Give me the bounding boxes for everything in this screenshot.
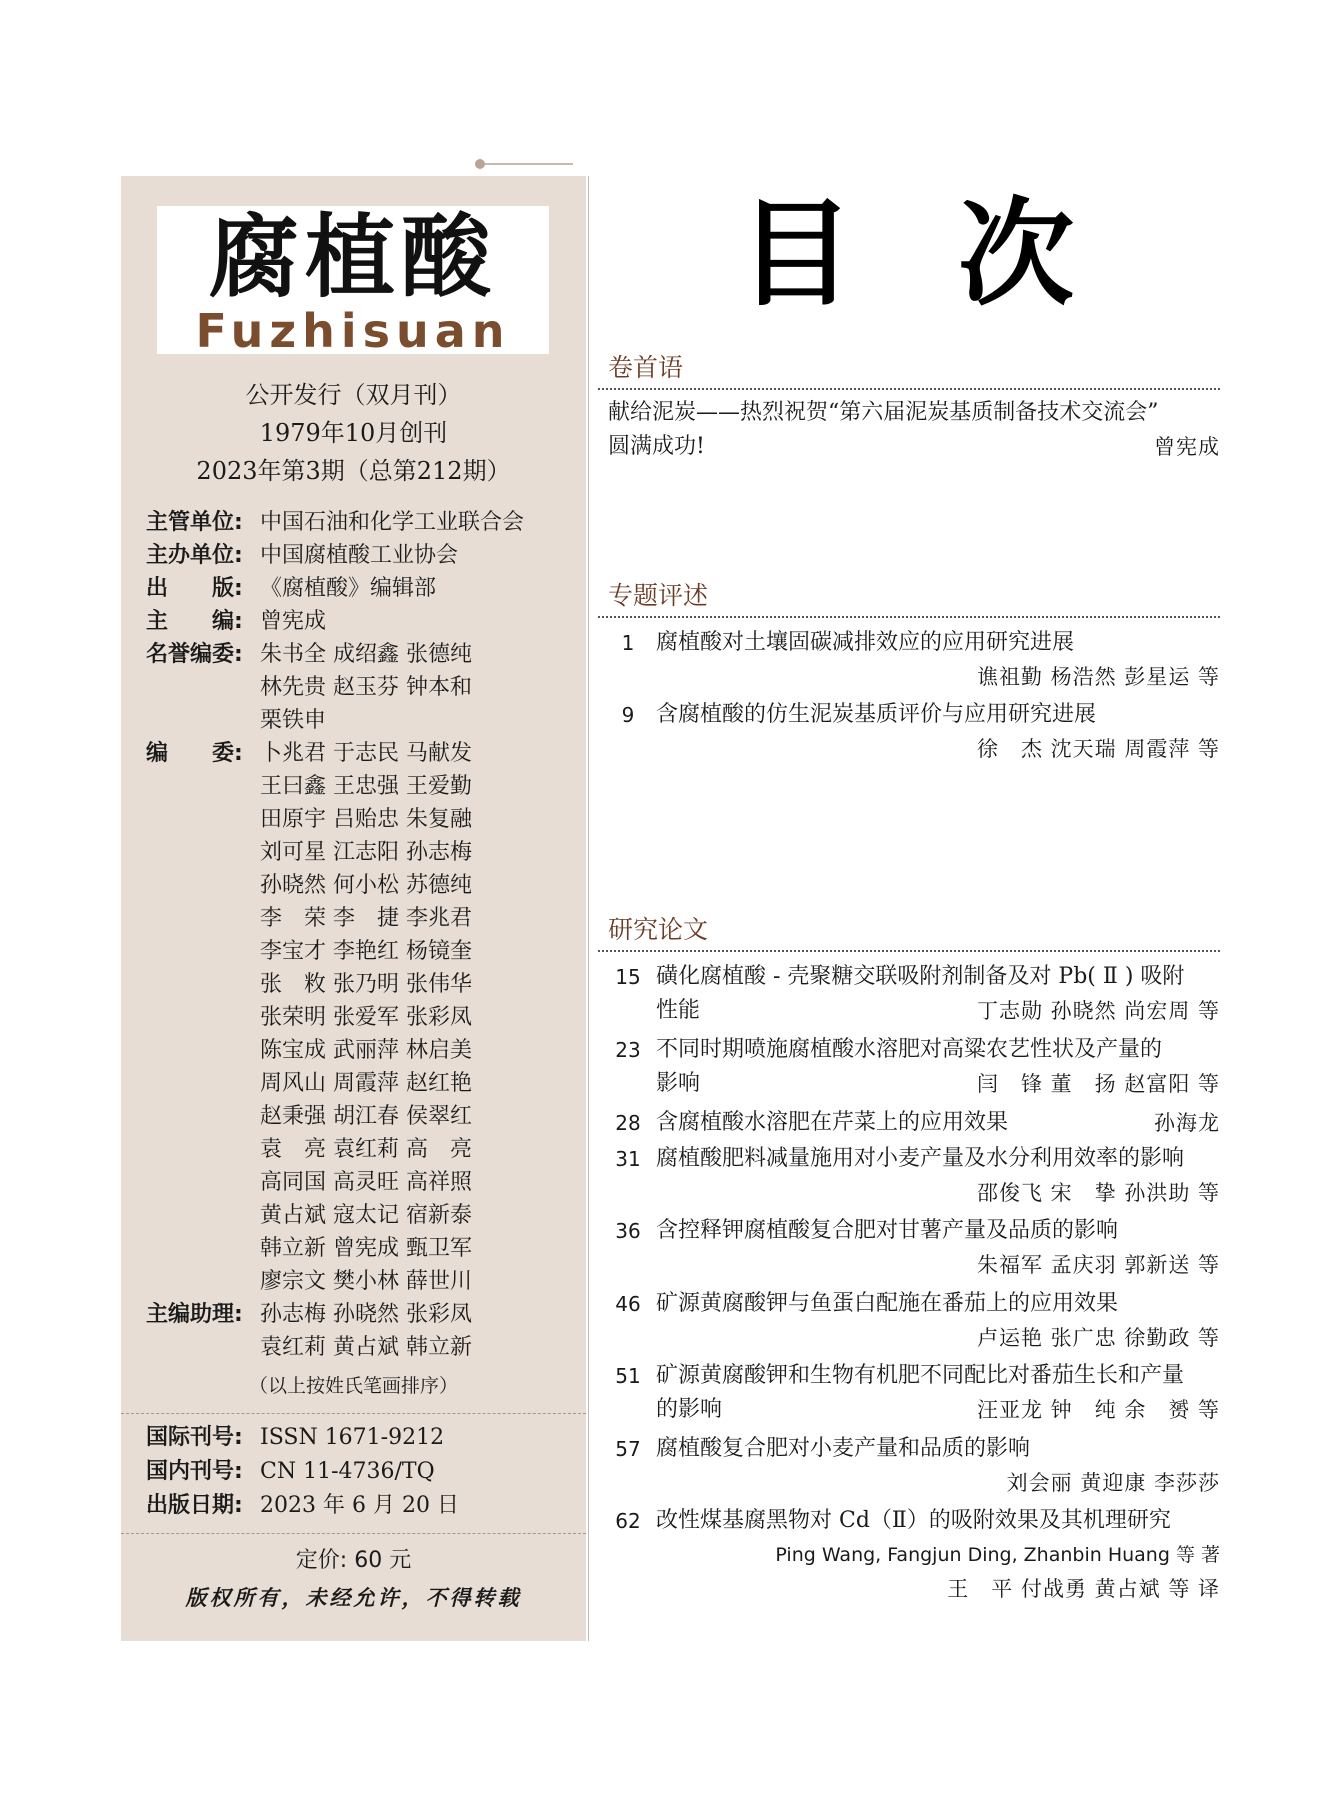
entry-authors: 孙海龙 — [1154, 1111, 1220, 1135]
info-line: 栗铁申 — [260, 708, 327, 733]
toc-entry[interactable] — [608, 960, 1220, 1028]
sorting-note: （以上按姓氏笔画排序） — [248, 1375, 458, 1397]
price: 定价: 60 元 — [295, 1548, 412, 1573]
info-line: 袁 亮 袁红莉 高 亮 — [260, 1137, 472, 1162]
info-line: 黄占斌 寇太记 宿新泰 — [260, 1203, 472, 1228]
toc-entry[interactable] — [608, 1033, 1220, 1101]
info-value — [260, 737, 576, 1298]
info-line: 刘可星 江志阳 孙志梅 — [260, 840, 472, 865]
info-line: 王曰鑫 王忠强 王爱勤 — [260, 774, 472, 799]
toc-entry[interactable] — [608, 1359, 1220, 1427]
date-row — [146, 1489, 576, 1523]
entry-authors: 朱福军 孟庆羽 郭新送 等 — [976, 1253, 1220, 1277]
toc-entry[interactable] — [608, 1504, 1220, 1606]
entry-authors: 卢运艳 张广忠 徐勤政 等 — [976, 1326, 1220, 1350]
info-line: 卜兆君 于志民 马献发 — [260, 741, 472, 766]
info-line: 张荣明 张爱军 张彩凤 — [260, 1005, 472, 1030]
decorative-line — [483, 163, 573, 165]
info-row — [146, 1298, 576, 1364]
info-line: 高同国 高灵旺 高祥照 — [260, 1170, 472, 1195]
date-label: 出版日期: — [146, 1493, 243, 1518]
info-line: 林先贵 赵玉芬 钟本和 — [260, 675, 472, 700]
masthead-panel — [121, 176, 586, 1641]
entry-title: 腐植酸复合肥对小麦产量和品质的影响 — [656, 1436, 1031, 1461]
entry-title: 腐植酸对土壤固碳减排效应的应用研究进展 — [656, 630, 1075, 655]
entry-title-cont: 影响 闫 锋 董 扬 赵富阳 等 — [608, 1067, 1220, 1101]
info-value — [260, 1298, 576, 1364]
toc-entry[interactable] — [608, 626, 1220, 694]
entry-title: 含腐植酸水溶肥在芹菜上的应用效果 孙海龙 — [608, 1106, 1220, 1140]
issn-value: ISSN 1671-9212 — [260, 1425, 445, 1450]
info-line: 孙晓然 何小松 苏德纯 — [260, 873, 472, 898]
entry-page-number: 1 — [621, 631, 635, 655]
toc-heading-char-2: 次 — [958, 187, 1074, 322]
info-line: 陈宝成 武丽萍 林启美 — [260, 1038, 472, 1063]
entry-translators: 王 平 付战勇 黄占斌 等 译 — [947, 1577, 1220, 1601]
entry-authors: 邵俊飞 宋 挚 孙洪助 等 — [976, 1181, 1220, 1205]
logo-english: Fuzhisuan — [195, 304, 511, 358]
entry-page-number: 51 — [615, 1364, 641, 1388]
info-value — [260, 506, 576, 539]
section-title-papers: 研究论文 — [608, 915, 709, 944]
publication-info — [146, 1421, 576, 1523]
toc-entry[interactable] — [608, 1214, 1220, 1282]
entry-page-number: 57 — [615, 1437, 641, 1461]
toc-entry[interactable] — [608, 396, 1220, 464]
section-rule — [598, 616, 1220, 618]
info-label: 主 编: — [146, 609, 243, 634]
info-value — [260, 638, 576, 737]
section-rule — [598, 950, 1220, 952]
founding-date: 1979年10月创刊 — [259, 419, 448, 447]
cn-row — [146, 1455, 576, 1489]
toc-heading — [738, 187, 1098, 322]
toc-entry[interactable] — [608, 1142, 1220, 1210]
entry-authors: 丁志勋 孙晓然 尚宏周 等 — [976, 999, 1220, 1023]
toc-entry[interactable] — [608, 698, 1220, 766]
issn-row — [146, 1421, 576, 1455]
info-line: 廖宗文 樊小林 薛世川 — [260, 1269, 472, 1294]
info-line: 中国石油和化学工业联合会 — [260, 510, 525, 535]
divider — [121, 1533, 586, 1534]
entry-page-number: 23 — [615, 1038, 641, 1062]
entry-title: 含控释钾腐植酸复合肥对甘薯产量及品质的影响 — [656, 1218, 1119, 1243]
entry-title-cont: 的影响 汪亚龙 钟 纯 余 赟 等 — [608, 1393, 1220, 1427]
entry-authors: 曾宪成 — [1154, 435, 1220, 459]
info-line: 袁红莉 黄占斌 韩立新 — [260, 1335, 472, 1360]
info-value — [260, 605, 576, 638]
entry-page-number: 62 — [615, 1509, 641, 1533]
info-row — [146, 539, 576, 572]
section-title-preface: 卷首语 — [608, 353, 684, 382]
entry-page-number: 15 — [615, 965, 641, 989]
info-row — [146, 605, 576, 638]
section-title-reviews: 专题评述 — [608, 581, 709, 610]
info-row — [146, 737, 576, 1298]
entry-title: 磺化腐植酸 - 壳聚糖交联吸附剂制备及对 Pb( Ⅱ ) 吸附 — [656, 964, 1185, 989]
cn-value: CN 11-4736/TQ — [260, 1459, 435, 1484]
entry-title: 腐植酸肥料减量施用对小麦产量及水分利用效率的影响 — [656, 1146, 1185, 1171]
info-line: 田原宇 吕贻忠 朱复融 — [260, 807, 472, 832]
entry-title: 献给泥炭——热烈祝贺“第六届泥炭基质制备技术交流会” — [608, 400, 1159, 425]
info-line: 周风山 周霞萍 赵红艳 — [260, 1071, 472, 1096]
entry-title-cont: 性能 丁志勋 孙晓然 尚宏周 等 — [608, 994, 1220, 1028]
entry-authors-english: Ping Wang, Fangjun Ding, Zhanbin Huang 等 著 — [775, 1544, 1220, 1566]
info-line: 孙志梅 孙晓然 张彩凤 — [260, 1302, 472, 1327]
info-row — [146, 572, 576, 605]
publication-frequency: 公开发行（双月刊） — [245, 381, 462, 409]
entry-title: 改性煤基腐黑物对 Cd（Ⅱ）的吸附效果及其机理研究 — [656, 1508, 1171, 1533]
entry-authors: 徐 杰 沈天瑞 周霞萍 等 — [976, 737, 1220, 761]
logo-chinese: 腐植酸 — [209, 205, 497, 310]
toc-entry[interactable] — [608, 1432, 1220, 1500]
cn-label: 国内刊号: — [146, 1459, 243, 1484]
info-label: 主编助理: — [146, 1302, 243, 1327]
info-row — [146, 506, 576, 539]
entry-page-number: 28 — [615, 1111, 641, 1135]
section-rule — [598, 388, 1220, 390]
toc-entry[interactable] — [608, 1287, 1220, 1355]
info-label: 编 委: — [146, 741, 243, 766]
info-line: 曾宪成 — [260, 609, 327, 634]
info-value — [260, 539, 576, 572]
info-row — [146, 638, 576, 737]
issn-label: 国际刊号: — [146, 1425, 243, 1450]
info-line: 《腐植酸》编辑部 — [260, 576, 437, 601]
info-line: 朱书全 成绍鑫 张德纯 — [260, 642, 472, 667]
info-value — [260, 572, 576, 605]
entry-title: 矿源黄腐酸钾与鱼蛋白配施在番茄上的应用效果 — [656, 1291, 1119, 1316]
entry-title: 不同时期喷施腐植酸水溶肥对高粱农艺性状及产量的 — [656, 1037, 1163, 1062]
divider — [121, 1413, 586, 1414]
entry-page-number: 36 — [615, 1219, 641, 1243]
issue-number: 2023年第3期（总第212期） — [196, 457, 511, 485]
info-line: 赵秉强 胡江春 侯翠红 — [260, 1104, 472, 1129]
decorative-dot — [475, 159, 485, 169]
info-label: 出 版: — [146, 576, 243, 601]
entry-page-number: 31 — [615, 1147, 641, 1171]
info-line: 张 敉 张乃明 张伟华 — [260, 972, 472, 997]
entry-authors: 谯祖勤 杨浩然 彭星运 等 — [976, 665, 1220, 689]
entry-title: 矿源黄腐酸钾和生物有机肥不同配比对番茄生长和产量 — [656, 1363, 1185, 1388]
info-label: 主管单位: — [146, 510, 243, 535]
journal-logo — [157, 205, 549, 358]
info-line: 李 荣 李 捷 李兆君 — [260, 906, 472, 931]
entry-title: 含腐植酸的仿生泥炭基质评价与应用研究进展 — [656, 702, 1097, 727]
entry-page-number: 46 — [615, 1292, 641, 1316]
info-label: 名誉编委: — [146, 642, 243, 667]
entry-authors: 闫 锋 董 扬 赵富阳 等 — [976, 1072, 1220, 1096]
entry-authors: 刘会丽 黄迎康 李莎莎 — [1006, 1471, 1220, 1495]
info-line: 韩立新 曾宪成 甄卫军 — [260, 1236, 472, 1261]
toc-entry[interactable] — [608, 1106, 1220, 1140]
info-line: 中国腐植酸工业协会 — [260, 543, 459, 568]
entry-title-cont: 圆满成功! 曾宪成 — [608, 430, 1220, 464]
info-line: 李宝才 李艳红 杨镜奎 — [260, 939, 472, 964]
copyright-notice: 版权所有，未经允许，不得转载 — [185, 1585, 522, 1610]
entry-authors: 汪亚龙 钟 纯 余 赟 等 — [976, 1398, 1220, 1422]
info-label: 主办单位: — [146, 543, 243, 568]
entry-page-number: 9 — [621, 703, 635, 727]
toc-heading-char-1: 目 — [738, 187, 854, 322]
date-value: 2023 年 6 月 20 日 — [260, 1493, 459, 1518]
column-divider — [588, 176, 589, 1641]
editorial-info — [146, 506, 576, 1364]
